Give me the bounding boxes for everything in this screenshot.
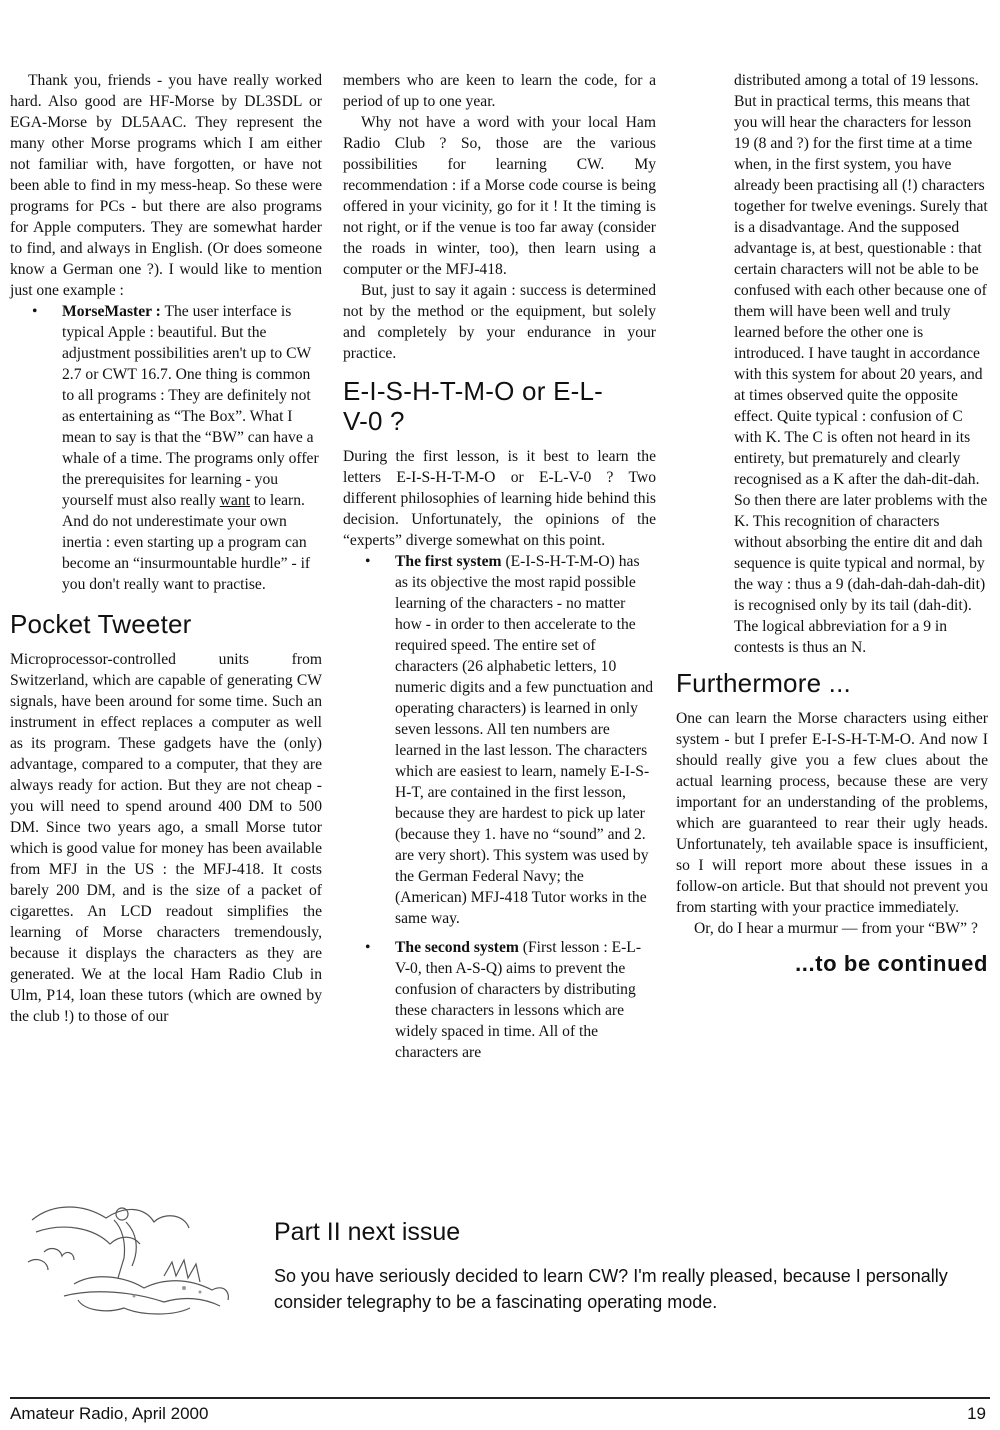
paragraph: Thank you, friends - you have really worked hard. Also good are HF-Morse by DL3SDL or EGA-Morse by DL5AAC. They represent the many other Morse programs which I am either not familiar with, have forgotten, or have not been able to find in my mess-heap. So these were programs for PCs - but there are also programs for Apple computers. They are somewhat harder to find, and always in English. (Or does someone know a German one ?). I would like to mention just one example : xyxy=(10,72,322,299)
bullet-list xyxy=(343,551,656,1063)
underlined-word: want xyxy=(219,492,250,509)
footer-divider xyxy=(10,1397,990,1399)
list-item xyxy=(395,551,656,929)
paragraph: Or, do I hear a murmur — from your “BW” ? xyxy=(694,920,978,937)
publication-name: Amateur Radio, April 2000 xyxy=(10,1404,209,1423)
illustration-drawing xyxy=(14,1192,236,1322)
section-heading: Furthermore ... xyxy=(676,668,851,698)
paragraph: Microprocessor-controlled units from Switzerland, which are capable of generating CW signals, have been around for some time. Such an instrument in effect replaces a computer as well as its program. These gadgets have the (only) advantage, compared to a computer, that they are always ready for action. But they are not cheap - you will need to spend around 400 DM to 500 DM. Since two years ago, a small Morse tutor which is good value for money has been available from MFJ in the US : the MFJ-418. It costs barely 200 DM, and is the size of a packet of cigarettes. An LCD readout simplifies the learning of Morse characters tremendously, because it displays the characters as they are generated. We at the local Ham Radio Club in Ulm, P14, loan these tutors (which are owned by the club !) to those of our xyxy=(10,651,322,1025)
bullet-text: (First lesson : E-L-V-0, then A-S-Q) aims to prevent the confusion of characters by distributing these characters in lessons which are widely spaced in time. All of the characters are xyxy=(395,939,642,1061)
bullet-list xyxy=(10,301,322,595)
bullet-text: The user interface is typical Apple : beautiful. But the adjustment possibilities aren't up to CW 2.7 or CWT 16.7. One thing is common to all programs : They are definitely not as entertaining as “The Box”. What I mean to say is that the “BW” can have a whale of a time. The programs only offer the prerequisites for learning - you yourself must also really xyxy=(62,303,319,509)
paragraph: But, just to say it again : success is determined not by the method or the equipment, but solely and completely by your endurance in your practice. xyxy=(343,282,656,362)
column-2 xyxy=(343,70,656,1063)
next-issue-text: So you have seriously decided to learn CW? I'm really pleased, because I personally consider telegraphy to be a fascinating operating mode. xyxy=(274,1266,948,1312)
bullet-text: (E-I-S-H-T-M-O) has as its objective the most rapid possible learning of the characters - no matter how - in order to then accelerate to the required speed. The entire set of characters (26 alphabetic letters, 10 numeric digits and a few punctuation and operating characters) is learned in only seven lessons. All ten numbers are learned in the last lesson. The characters which are easiest to learn, namely E-I-S-H-T, are contained in the first lesson, because they are hardest to pick up later (because they 1. have no “sound” and 2. are very short). This system was used by the German Federal Navy; the (American) MFJ-418 Tutor works in the same way. xyxy=(395,553,654,927)
fairy-dragon-illustration xyxy=(14,1192,236,1322)
column-3 xyxy=(676,70,988,974)
column-1 xyxy=(10,70,322,1027)
paragraph: During the first lesson, is it best to learn the letters E-I-S-H-T-M-O or E-L-V-0 ? Two different philosophies of learning hide behind this decision. Unfortunately, the opinions of the “experts” diverge somewhat on this point. xyxy=(343,448,656,549)
section-heading: Pocket Tweeter xyxy=(10,609,192,639)
paragraph: Why not have a word with your local Ham Radio Club ? So, those are the various possibilities for learning CW. My recommendation : if a Morse code course is being offered in your vicinity, go for it ! It the timing is not right, or if the venue is too far away (consider the roads in winter, too), then learn using a computer or the MFJ-418. xyxy=(343,114,656,278)
bullet-heading: The first system xyxy=(395,553,502,570)
paragraph: members who are keen to learn the code, for a period of up to one year. xyxy=(343,72,656,110)
list-item xyxy=(395,937,656,1063)
next-issue-box xyxy=(274,1218,984,1315)
list-item xyxy=(62,301,322,595)
bullet-text: to learn. And do not underestimate your own inertia : even starting up a program can become an “insurmountable hurdle” - if you don't really want to practise. xyxy=(62,492,311,593)
bullet-heading: MorseMaster : xyxy=(62,303,161,320)
section-heading: E-I-S-H-T-M-O or E-L-V-0 ? xyxy=(343,376,603,436)
paragraph: distributed among a total of 19 lessons. But in practical terms, this means that you will hear the characters for lesson 19 (8 and ?) for the first time at a time when, in the first system, you have already been practising all (!) characters together for twelve evenings. Surely that is a disadvantage. And the supposed advantage is, at best, questionable : that certain characters will not be able to be confused with each other because one of them will have been well and truly learned before the other one is introduced. I have taught in accordance with this system for about 20 years, and at times observed quite the opposite effect. Quite typical : confusion of C with K. The C is often not heard in its entirety, but prematurely and clearly recognised as a K after the dah-dit-dah. So then there are later problems with the K. This recognition of characters without absorbing the entire dit and dah sequence is quite typical and normal, by the way : thus a 9 (dah-dah-dah-dah-dit) is recognised only by its tail (dah-dit). The logical abbreviation for a 9 in contests is thus an N. xyxy=(734,72,988,656)
page-number: 19 xyxy=(967,1404,986,1423)
bullet-heading: The second system xyxy=(395,939,519,956)
next-issue-title: Part II next issue xyxy=(274,1218,461,1246)
paragraph: One can learn the Morse characters using either system - but I prefer E-I-S-H-T-M-O. And now I should really give you a few clues about the actual learning process, because these are very important for an understanding of the problems, which are guaranteed to rear their ugly heads. Unfortunately, teh available space is insufficient, so I will report more about these issues in a follow-on article. But that should not prevent you from starting with your practice immediately. xyxy=(676,710,988,916)
continued-note: ...to be continued xyxy=(795,951,988,976)
